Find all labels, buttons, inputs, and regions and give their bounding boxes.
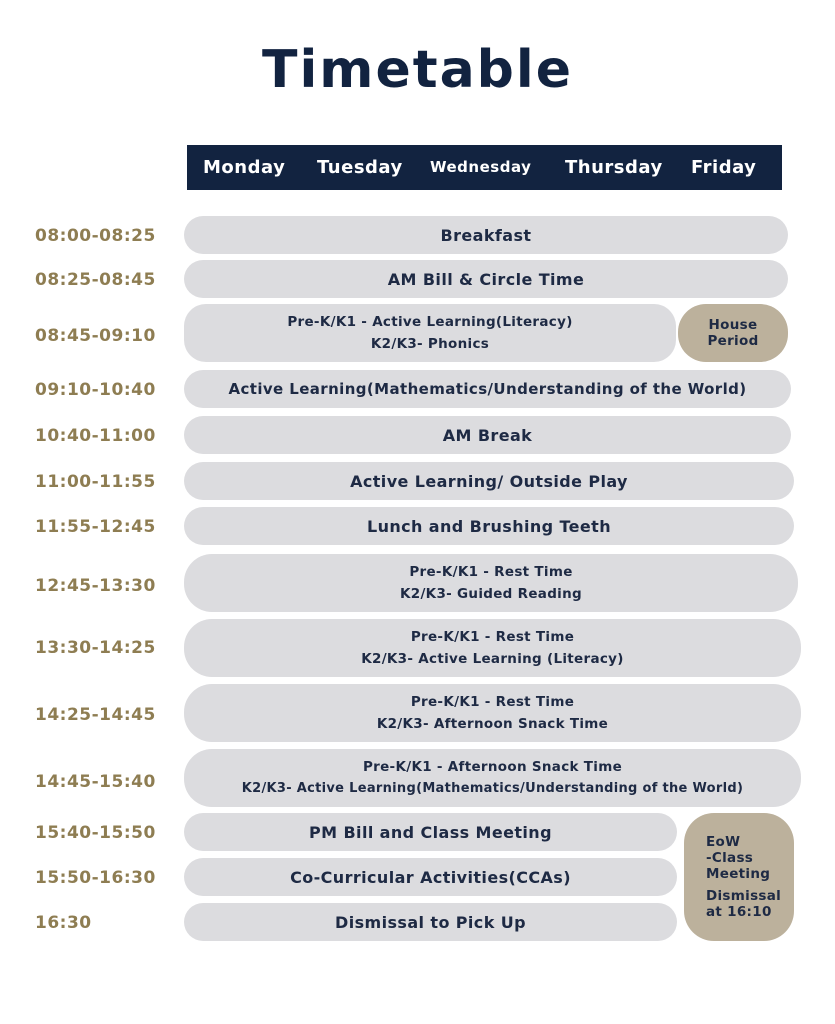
schedule-row <box>184 507 794 545</box>
time-label: 11:55-12:45 <box>35 517 156 537</box>
eow-line: Meeting <box>706 866 771 882</box>
time-label: 08:00-08:25 <box>35 226 156 246</box>
time-label: 08:25-08:45 <box>35 270 156 290</box>
time-label: 13:30-14:25 <box>35 638 156 658</box>
schedule-row <box>184 216 788 254</box>
day-thursday: Thursday <box>565 157 663 178</box>
eow-line: -Class <box>706 850 754 866</box>
activity-label: AM Bill & Circle Time <box>387 269 585 289</box>
page-title: Timetable <box>261 40 573 100</box>
schedule-row <box>184 619 801 677</box>
activity-line: Pre-K/K1 - Rest Time <box>410 629 575 645</box>
time-label: 14:45-15:40 <box>35 772 156 792</box>
schedule-row <box>184 304 676 362</box>
house-period-line: House <box>708 317 758 333</box>
schedule-row <box>184 462 794 500</box>
time-label: 09:10-10:40 <box>35 380 156 400</box>
activity-line: Pre-K/K1 - Active Learning(Literacy) <box>287 314 573 330</box>
schedule-row <box>184 370 791 408</box>
activity-label: Lunch and Brushing Teeth <box>366 516 612 536</box>
activity-line: Pre-K/K1 - Rest Time <box>409 564 573 580</box>
schedule-row <box>184 903 677 941</box>
activity-label: Active Learning/ Outside Play <box>350 471 628 491</box>
dismissal-line: Dismissal <box>706 888 782 904</box>
schedule-row <box>184 416 791 454</box>
activity-label: Active Learning(Mathematics/Understanding of the World) <box>228 380 747 398</box>
time-label: 08:45-09:10 <box>35 326 156 346</box>
activity-line: Pre-K/K1 - Afternoon Snack Time <box>362 759 623 775</box>
time-label: 14:25-14:45 <box>35 705 156 725</box>
time-label: 15:40-15:50 <box>35 823 156 843</box>
time-label: 11:00-11:55 <box>35 472 156 492</box>
activity-line: Pre-K/K1 - Rest Time <box>410 694 575 710</box>
day-tuesday: Tuesday <box>317 157 403 178</box>
day-header-bar <box>187 145 782 190</box>
schedule-row <box>184 260 788 298</box>
activity-label: Dismissal to Pick Up <box>335 912 526 932</box>
eow-friday-block <box>684 813 794 941</box>
schedule-row <box>184 749 801 807</box>
schedule-row <box>184 858 677 896</box>
day-monday: Monday <box>203 157 286 178</box>
activity-label: Co-Curricular Activities(CCAs) <box>290 867 571 887</box>
activity-line: K2/K3- Active Learning (Literacy) <box>361 651 624 667</box>
activity-label: AM Break <box>442 425 533 445</box>
time-label: 15:50-16:30 <box>35 868 156 888</box>
activity-line: K2/K3- Active Learning(Mathematics/Understanding of the World) <box>241 781 744 796</box>
schedule-row <box>184 684 801 742</box>
activity-label: Breakfast <box>440 225 532 245</box>
dismissal-line: at 16:10 <box>706 904 772 920</box>
activity-line: K2/K3- Phonics <box>370 336 490 352</box>
schedule-row <box>184 813 677 851</box>
house-period-block <box>678 304 788 362</box>
day-friday: Friday <box>691 157 757 178</box>
activity-line: K2/K3- Guided Reading <box>400 586 582 602</box>
house-period-line: Period <box>707 333 759 349</box>
day-wednesday: Wednesday <box>430 158 532 176</box>
schedule-row <box>184 554 798 612</box>
time-label: 12:45-13:30 <box>35 576 156 596</box>
activity-line: K2/K3- Afternoon Snack Time <box>376 716 609 732</box>
eow-line: EoW <box>706 834 741 850</box>
time-label: 10:40-11:00 <box>35 426 156 446</box>
activity-label: PM Bill and Class Meeting <box>309 822 552 842</box>
time-label: 16:30 <box>35 913 92 933</box>
